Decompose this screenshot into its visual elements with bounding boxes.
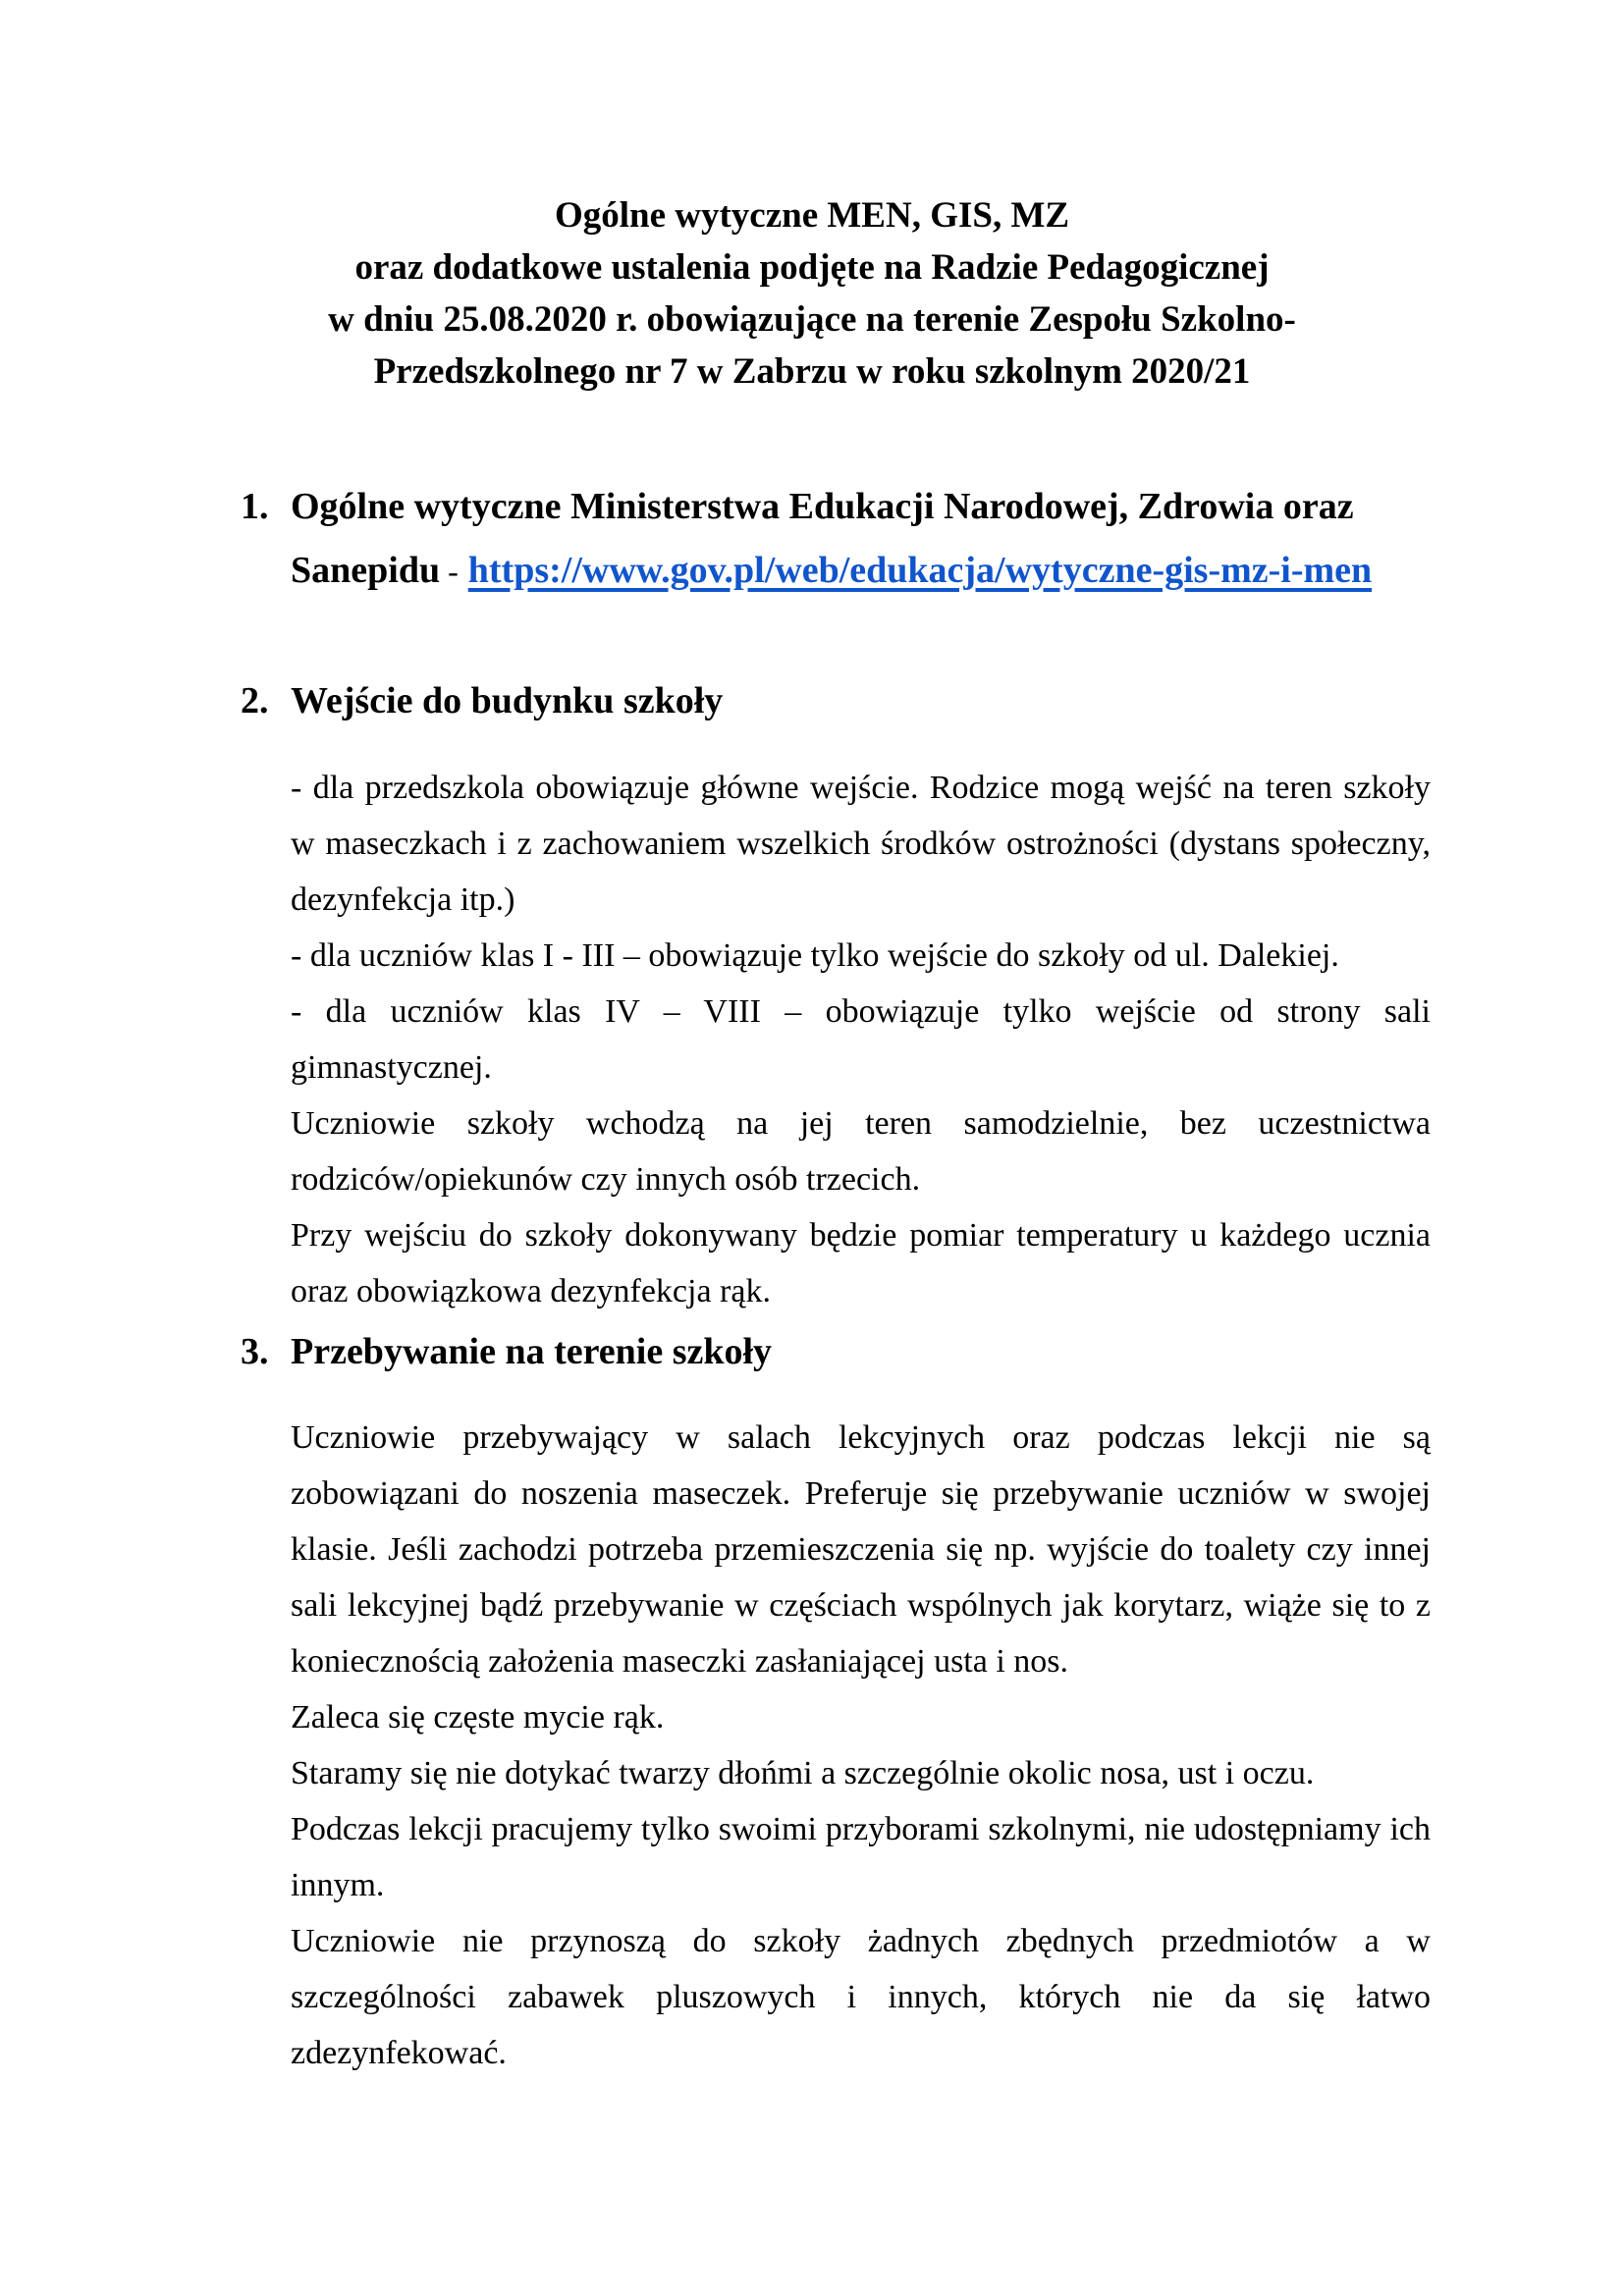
section-2-body <box>291 760 1431 1319</box>
paragraph: - dla uczniów klas IV – VIII – obowiązuje tylko wejście od strony sali gimnastycznej. <box>291 993 1431 1086</box>
paragraph: Staramy się nie dotykać twarzy dłońmi a szczególnie okolic nosa, ust i oczu. <box>291 1755 1315 1791</box>
section-3-heading-text: Przebywanie na terenie szkoły <box>291 1331 773 1372</box>
title-line-4: Przedszkolnego nr 7 w Zabrzu w roku szkolnym 2020/21 <box>373 351 1251 392</box>
section-3-body <box>291 1410 1431 2081</box>
section-1-number: 1. <box>241 486 269 527</box>
guidelines-hyperlink[interactable]: https://www.gov.pl/web/edukacja/wytyczne-gis-mz-i-men <box>467 550 1373 591</box>
section-3-number: 3. <box>241 1331 269 1372</box>
paragraph: Zaleca się częste mycie rąk. <box>291 1699 665 1735</box>
paragraph: Podczas lekcji pracujemy tylko swoimi przyborami szkolnymi, nie udostępniamy ich innym. <box>291 1811 1431 1903</box>
paragraph: Uczniowie nie przynoszą do szkoły żadnych zbędnych przedmiotów a w szczególności zabawek pluszowych i innych, których nie da się łatwo zdezynfekować. <box>291 1923 1431 2071</box>
section-3-heading <box>0 1320 1624 1384</box>
section-1-heading <box>0 475 1624 604</box>
section-1-heading-line-2 <box>291 539 1431 604</box>
paragraph: - dla przedszkola obowiązuje główne wejście. Rodzice mogą wejść na teren szkoły w maseczkach i z zachowaniem wszelkich środków ostrożności (dystans społeczny, dezynfekcja itp.) <box>291 770 1431 918</box>
paragraph: Uczniowie przebywający w salach lekcyjnych oraz podczas lekcji nie są zobowiązani do noszenia maseczek. Preferuje się przebywanie uczniów w swojej klasie. Jeśli zachodzi potrzeba przemieszczenia się np. wyjście do toalety czy innej sali lekcyjnej bądź przebywanie w częściach wspólnych jak korytarz, wiąże się to z koniecznością założenia maseczki zasłaniającej usta i nos. <box>291 1419 1431 1680</box>
paragraph: Przy wejściu do szkoły dokonywany będzie pomiar temperatury u każdego ucznia oraz obowiązkowa dezynfekcja rąk. <box>291 1217 1431 1309</box>
section-2-heading-text: Wejście do budynku szkoły <box>291 680 724 721</box>
section-1-heading-label: Sanepidu <box>291 550 441 591</box>
section-2-heading <box>0 669 1624 733</box>
heading-separator: - <box>448 554 459 589</box>
paragraph: - dla uczniów klas I - III – obowiązuje tylko wejście do szkoły od ul. Dalekiej. <box>291 937 1339 974</box>
section-1-heading-line-1: Ogólne wytyczne Ministerstwa Edukacji Narodowej, Zdrowia oraz <box>291 486 1354 527</box>
title-line-2: oraz dodatkowe ustalenia podjęte na Radzie Pedagogicznej <box>354 247 1270 288</box>
section-2-number: 2. <box>241 680 269 721</box>
paragraph: Uczniowie szkoły wchodzą na jej teren samodzielnie, bez uczestnictwa rodziców/opiekunów czy innych osób trzecich. <box>291 1105 1431 1198</box>
document-title <box>193 189 1431 398</box>
title-line-1: Ogólne wytyczne MEN, GIS, MZ <box>554 195 1070 236</box>
title-line-3: w dniu 25.08.2020 r. obowiązujące na terenie Zespołu Szkolno- <box>328 299 1296 340</box>
